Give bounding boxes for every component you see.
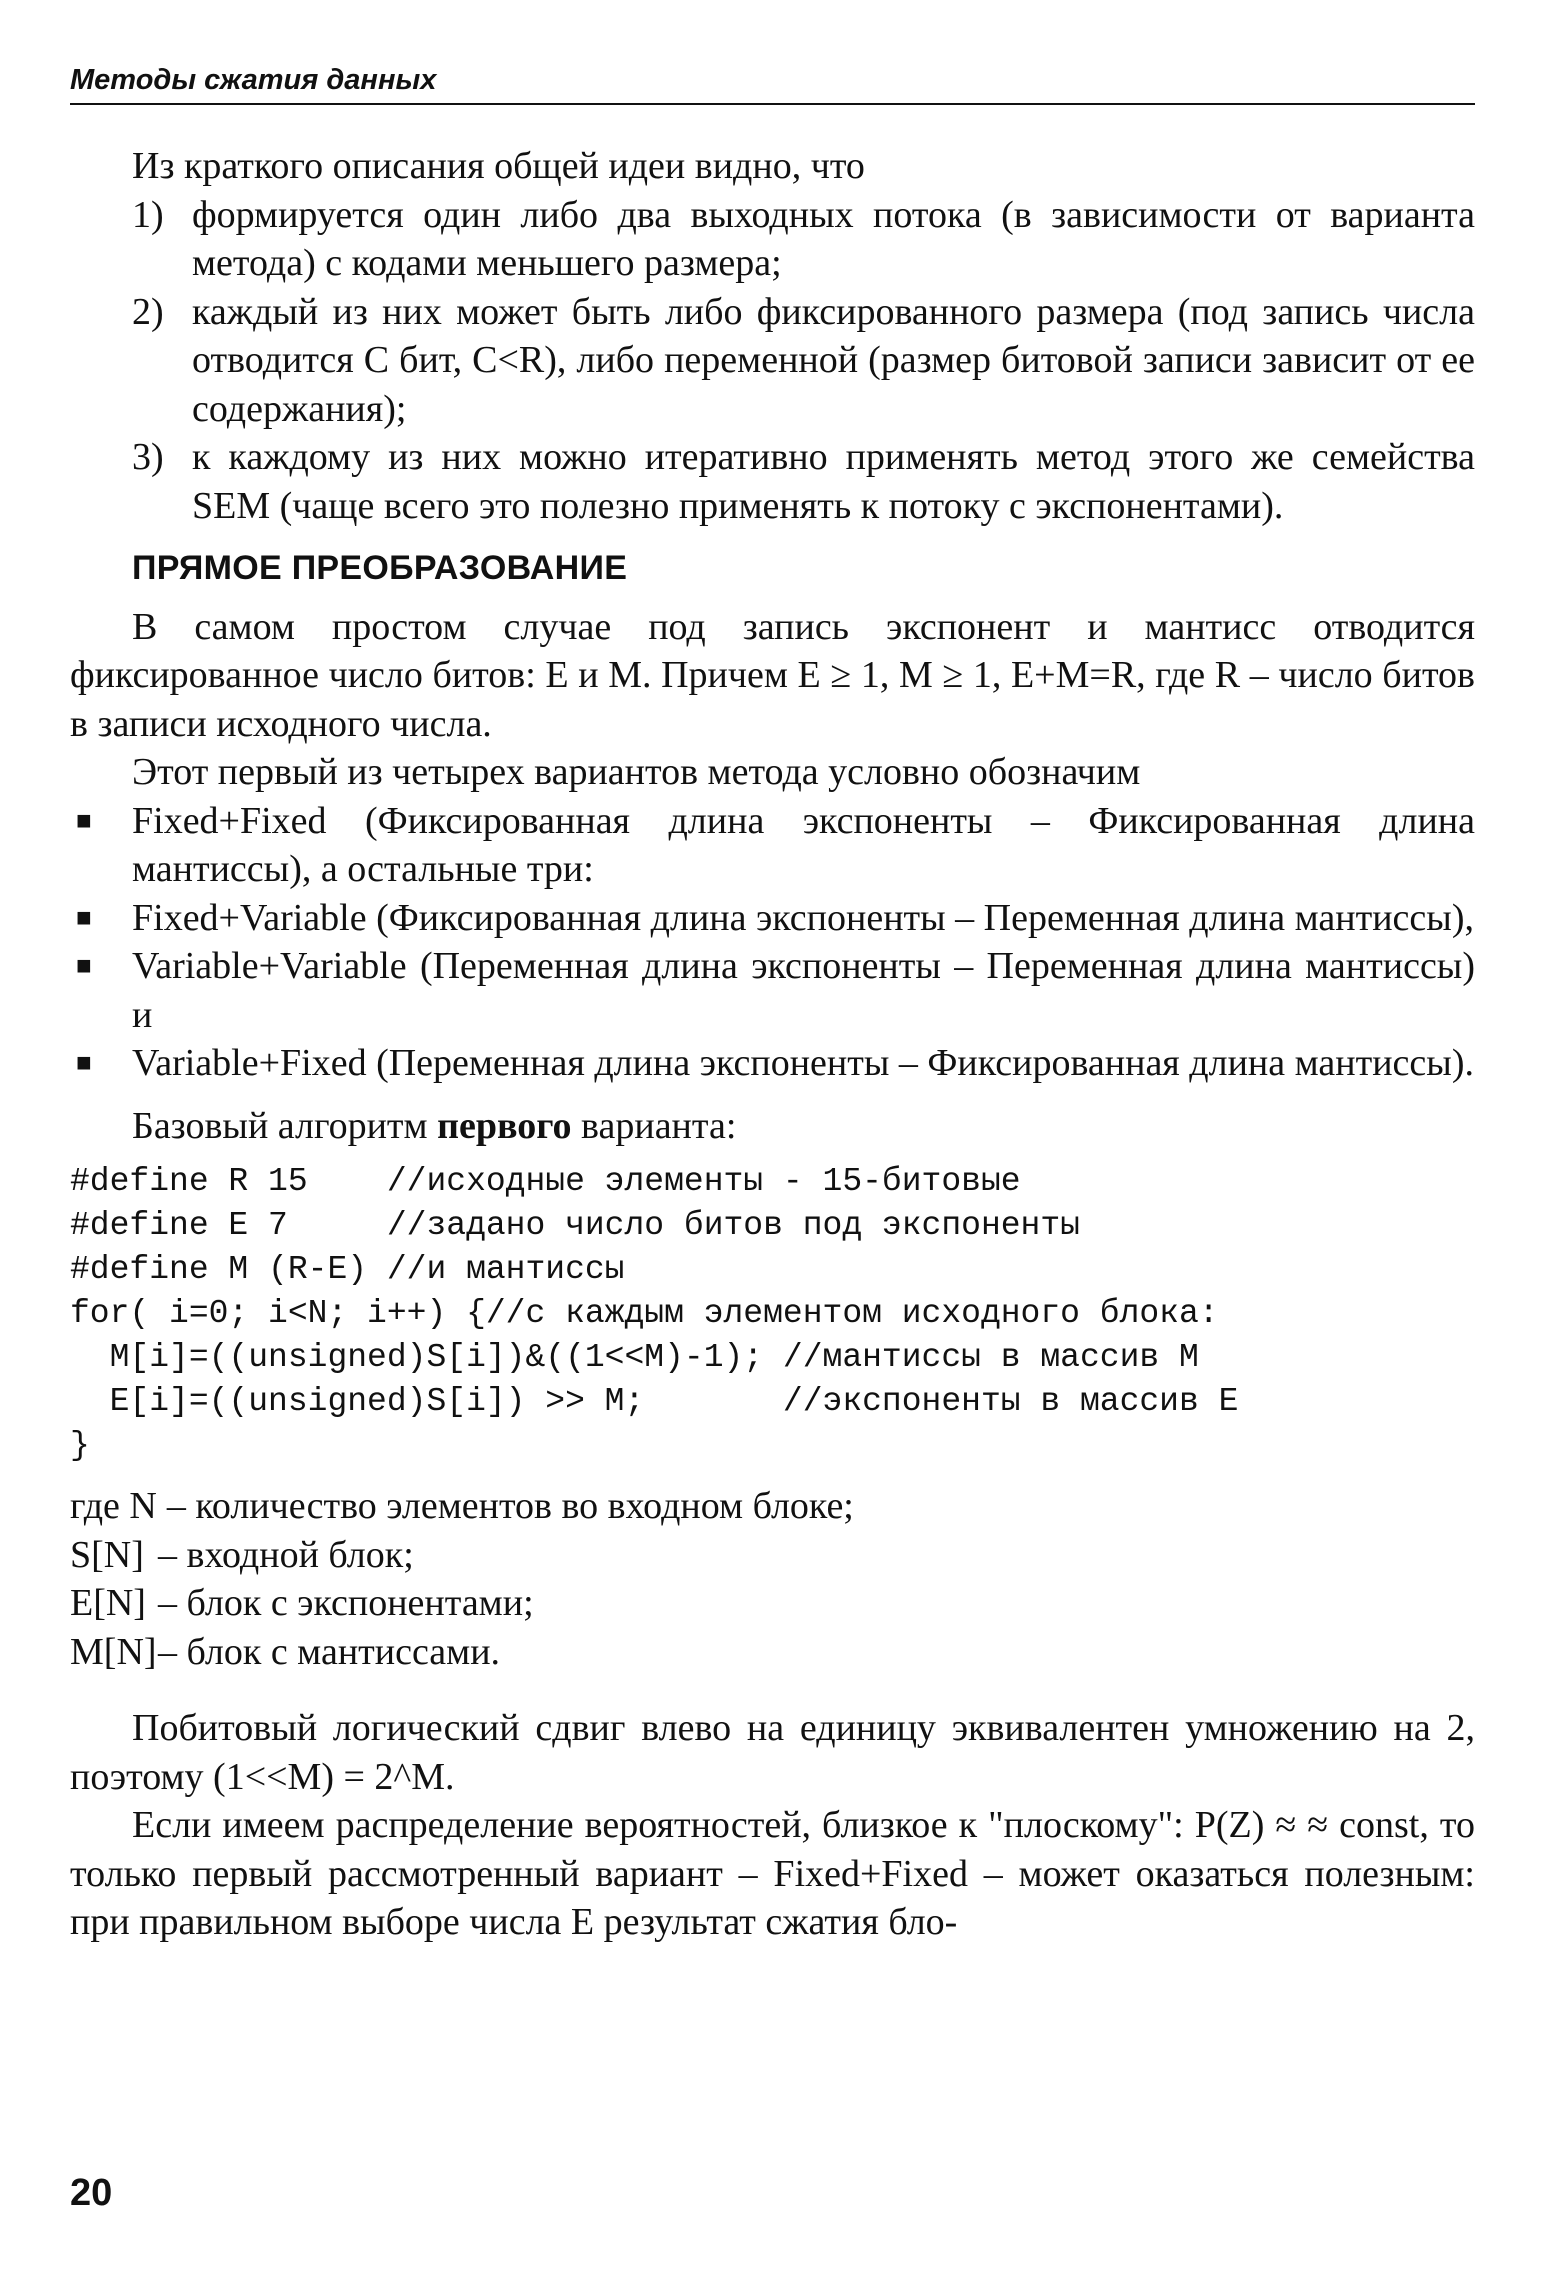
list-text: Variable+Variable (Переменная длина экспоненты – Переменная длина мантиссы) и: [132, 945, 1475, 1036]
paragraph: В самом простом случае под запись экспонент и мантисс отводится фиксированное число битов: E и M. Причем E ≥ 1, M ≥ 1, E+M=R, где R – число битов в записи исходного числа.: [70, 605, 1475, 745]
list-text: формируется один либо два выходных потока (в зависимости от варианта метода) с кодами меньшего размера;: [192, 193, 1475, 284]
code-line: }: [70, 1427, 90, 1464]
paragraph: Если имеем распределение вероятностей, близкое к "плоскому": P(Z) ≈ ≈ const, то только первый рассмотренный вариант – Fixed+Fixed – может оказаться полезным: при правильном выборе числа E результат сжатия бло-: [70, 1804, 1475, 1943]
bullet-icon: ■: [76, 902, 92, 932]
list-item: [70, 191, 1475, 288]
list-item: [70, 894, 1475, 943]
definition-row: [70, 1628, 1475, 1677]
code-listing: [70, 1160, 1475, 1468]
definition-desc: – блок с мантиссами.: [158, 1630, 501, 1673]
code-line: #define M (R-E) //и мантиссы: [70, 1251, 625, 1288]
definition-row: [70, 1482, 1475, 1531]
list-number: 3): [132, 436, 164, 478]
list-item: [70, 1039, 1475, 1088]
running-header: Методы сжатия данных: [70, 64, 1475, 105]
page-content: [70, 142, 1475, 1947]
list-item: [70, 288, 1475, 434]
page-number: 20: [70, 2172, 113, 2214]
bold-word: первого: [437, 1104, 572, 1147]
list-text: Fixed+Fixed (Фиксированная длина экспоненты – Фиксированная длина мантиссы), а остальные три:: [132, 799, 1475, 890]
variants-list: [70, 797, 1475, 1088]
text-run: варианта:: [571, 1104, 737, 1147]
definition-term: где N: [70, 1485, 157, 1527]
definition-term: S[N]: [70, 1533, 144, 1576]
list-item: [70, 797, 1475, 894]
code-line: E[i]=((unsigned)S[i]) >> M; //экспоненты в массив E: [70, 1383, 1239, 1420]
definition-desc: – блок с экспонентами;: [158, 1582, 534, 1624]
bullet-icon: ■: [76, 805, 92, 835]
list-number: 2): [132, 290, 164, 333]
code-line: M[i]=((unsigned)S[i])&((1<<M)-1); //мантиссы в массив M: [70, 1339, 1199, 1376]
section-heading: ПРЯМОЕ ПРЕОБРАЗОВАНИЕ: [132, 549, 628, 587]
bullet-icon: ■: [76, 951, 92, 980]
bullet-icon: ■: [76, 1048, 92, 1077]
paragraph: Побитовый логический сдвиг влево на единицу эквивалентен умножению на 2, поэтому (1<<M) = 2^M.: [70, 1707, 1475, 1798]
definition-desc: – количество элементов во входном блоке;: [166, 1485, 854, 1527]
definition-row: [70, 1531, 1475, 1580]
code-line: #define R 15 //исходные элементы - 15-битовые: [70, 1163, 1021, 1200]
list-item: [70, 942, 1475, 1039]
code-line: #define E 7 //задано число битов под экспоненты: [70, 1207, 1080, 1244]
list-text: к каждому из них можно итеративно применять метод этого же семейства SEM (чаще всего это полезно применять к потоку с экспонентами).: [192, 436, 1475, 527]
list-text: Variable+Fixed (Переменная длина экспоненты – Фиксированная длина мантиссы).: [132, 1042, 1474, 1084]
definition-desc: – входной блок;: [158, 1533, 414, 1576]
definition-term: E[N]: [70, 1582, 146, 1624]
paragraph: Этот первый из четырех вариантов метода условно обозначим: [132, 751, 1141, 793]
text-run: Базовый алгоритм: [132, 1104, 438, 1147]
definitions-list: [70, 1482, 1475, 1676]
code-line: for( i=0; i<N; i++) {//с каждым элементом исходного блока:: [70, 1295, 1219, 1332]
list-number: 1): [132, 193, 164, 236]
list-text: каждый из них может быть либо фиксированного размера (под запись числа отводится C бит, C<R), либо переменной (размер битовой записи зависит от ее содержания);: [192, 290, 1475, 430]
intro-lead: Из краткого описания общей идеи видно, что: [132, 145, 865, 187]
list-item: [70, 433, 1475, 530]
definition-term: M[N]: [70, 1630, 157, 1673]
algorithm-intro: [70, 1102, 1475, 1151]
intro-list: [70, 191, 1475, 531]
spacer: [70, 1088, 1475, 1102]
spacer: [70, 1690, 1475, 1704]
definition-row: [70, 1579, 1475, 1628]
list-text: Fixed+Variable (Фиксированная длина экспоненты – Переменная длина мантиссы),: [132, 896, 1474, 939]
